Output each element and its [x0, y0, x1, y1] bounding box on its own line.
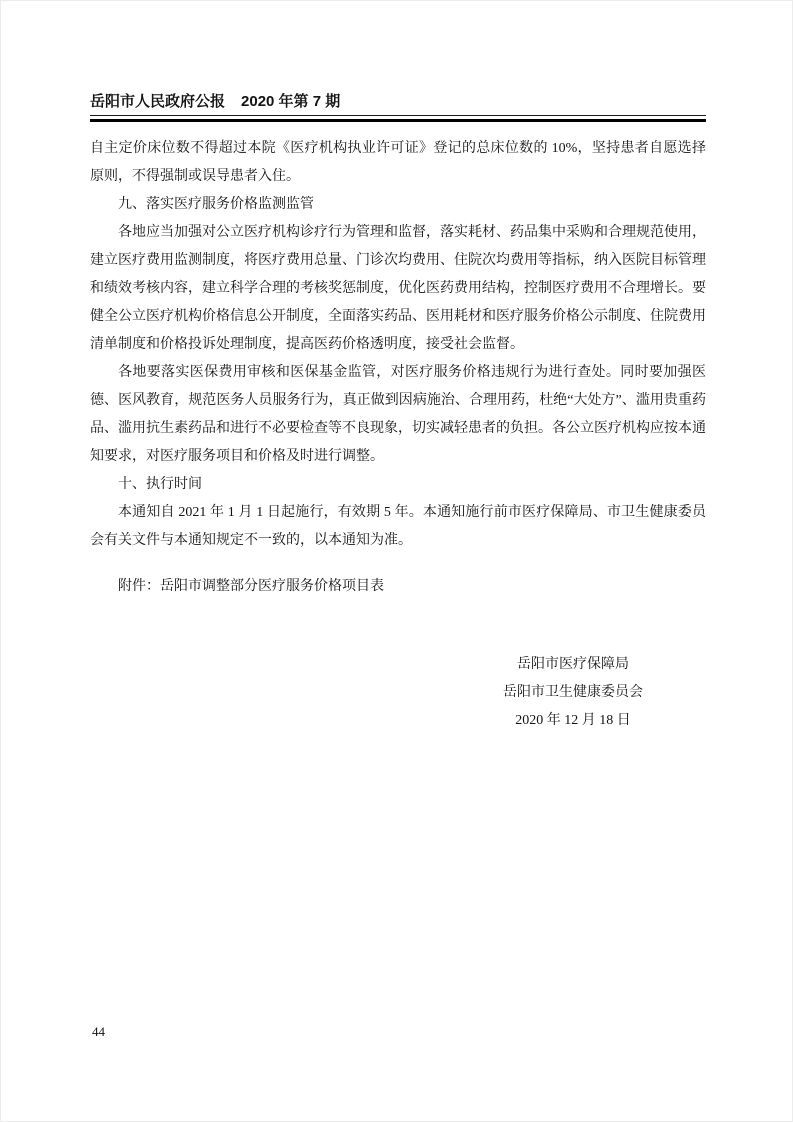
signature-org-1: 岳阳市医疗保障局	[517, 657, 629, 672]
header-rule-thick	[90, 119, 706, 122]
section-heading-9: 九、落实医疗服务价格监测监管	[118, 197, 314, 212]
paragraph: 本通知自 2021 年 1 月 1 日起施行，有效期 5 年。本通知施行前市医疗保障局、市卫生健康委员会有关文件与本通知规定不一致的，以本通知为准。	[90, 505, 706, 548]
section-heading-10: 十、执行时间	[118, 477, 202, 492]
gazette-issue: 2020 年第 7 期	[241, 93, 341, 110]
running-header	[90, 92, 706, 112]
document-body	[90, 135, 706, 555]
attachment-line: 附件：岳阳市调整部分医疗服务价格项目表	[118, 579, 384, 594]
page-number: 44	[92, 1024, 105, 1039]
signature-org-2: 岳阳市卫生健康委员会	[503, 685, 643, 700]
gazette-title: 岳阳市人民政府公报	[90, 93, 226, 110]
page-content	[90, 0, 706, 735]
paragraph: 各地要落实医保费用审核和医保基金监管，对医疗服务价格违规行为进行查处。同时要加强医德、医风教育，规范医务人员服务行为，真正做到因病施治、合理用药，杜绝“大处方”、滥用贵重药品、滥用抗生素药品和进行不必要检查等不良现象，切实减轻患者的负担。各公立医疗机构应按本通知要求，对医疗服务项目和价格及时进行调整。	[90, 365, 706, 464]
header-rule-thin	[90, 115, 706, 116]
signature-date: 2020 年 12 月 18 日	[515, 713, 631, 728]
paragraph: 各地应当加强对公立医疗机构诊疗行为管理和监督，落实耗材、药品集中采购和合理规范使用，建立医疗费用监测制度，将医疗费用总量、门诊次均费用、住院次均费用等指标，纳入医院目标管理和绩效考核内容，建立科学合理的考核奖惩制度，优化医药费用结构，控制医疗费用不合理增长。要健全公立医疗机构价格信息公开制度，全面落实药品、医用耗材和医疗服务价格公示制度、住院费用清单制度和价格投诉处理制度，提高医药价格透明度，接受社会监督。	[90, 225, 706, 352]
paragraph-continuation: 自主定价床位数不得超过本院《医疗机构执业许可证》登记的总床位数的 10%，坚持患者自愿选择原则，不得强制或误导患者入住。	[90, 141, 706, 184]
signature-block	[453, 651, 693, 735]
